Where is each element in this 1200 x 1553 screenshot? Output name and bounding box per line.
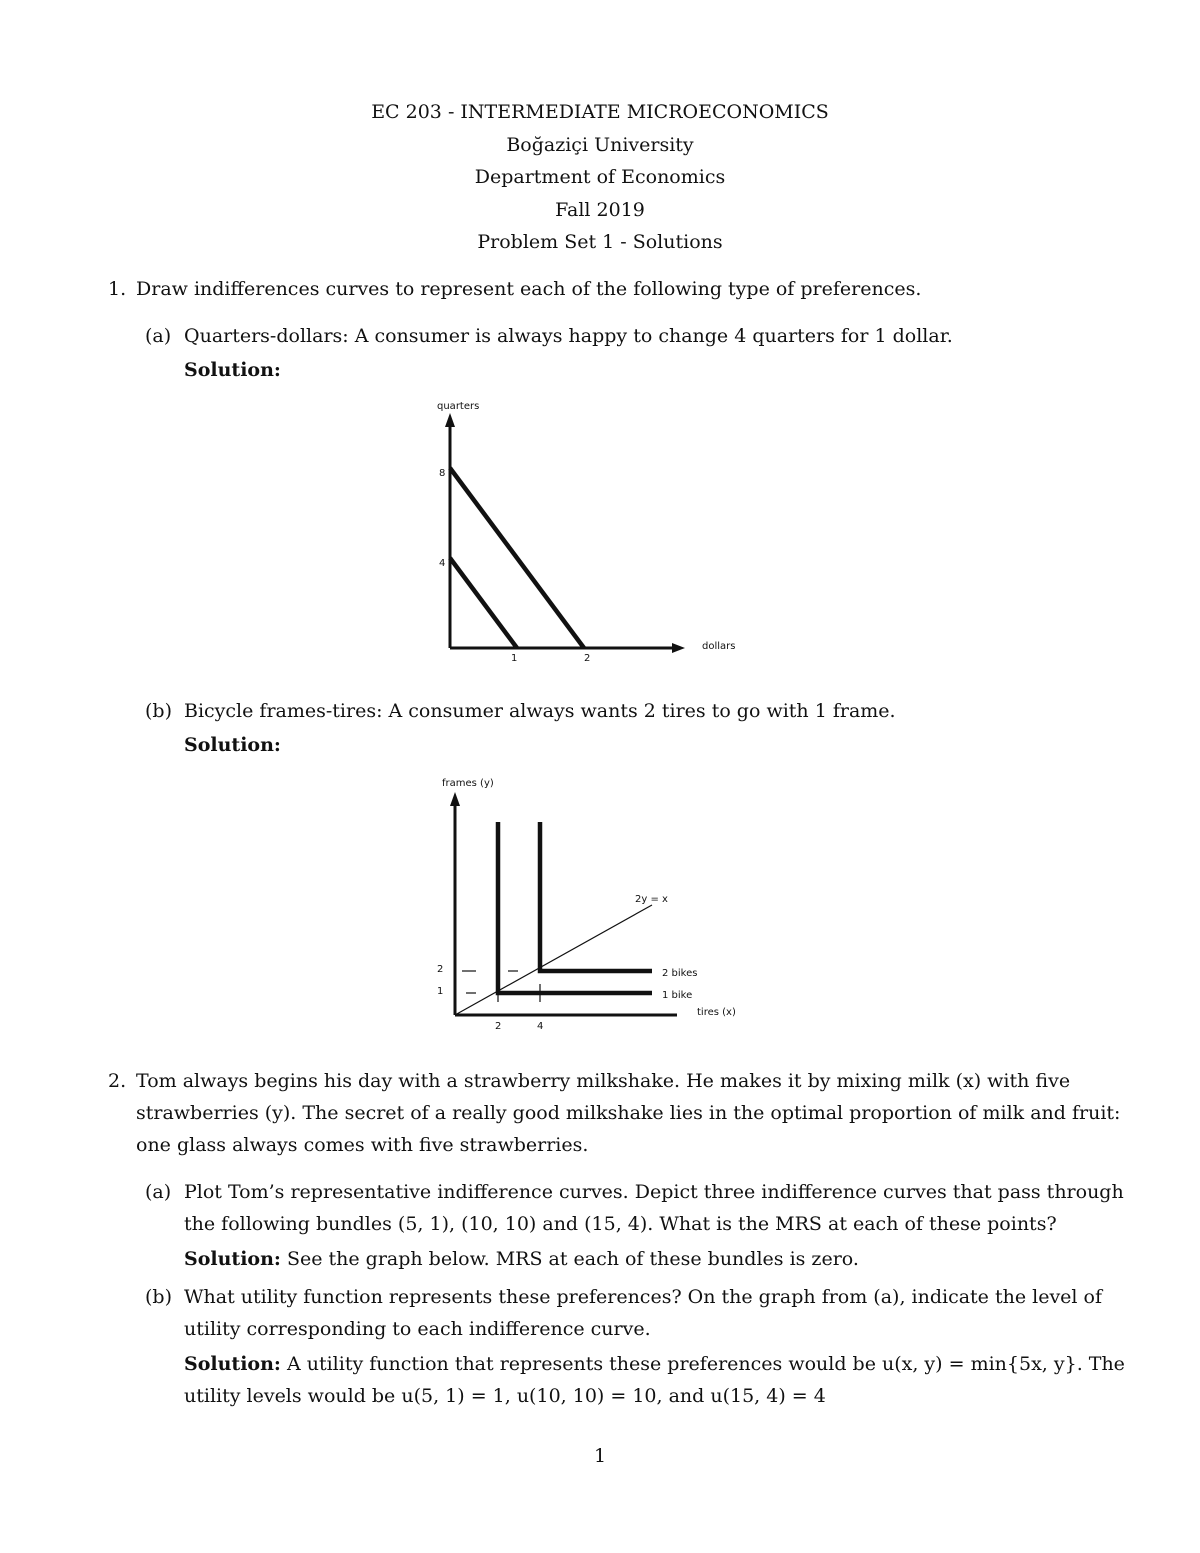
q2-line2: strawberries (y). The secret of a really good milkshake lies in the optimal proportion of milk and fruit: bbox=[136, 1102, 1121, 1124]
ray-label: 2y = x bbox=[635, 894, 668, 905]
q1-text: Draw indifferences curves to represent each of the following type of preferences. bbox=[136, 278, 922, 300]
department-name: Department of Economics bbox=[474, 166, 726, 188]
x-axis-label: tires (x) bbox=[697, 1007, 736, 1018]
label-1-bike: 1 bike bbox=[662, 990, 693, 1001]
x-tick-2: 2 bbox=[495, 1021, 502, 1032]
q2b-solution-line2: utility levels would be u(5, 1) = 1, u(10, 10) = 10, and u(15, 4) = 4 bbox=[184, 1385, 826, 1407]
ray-2y-equals-x bbox=[455, 905, 652, 1015]
y-axis-arrow bbox=[450, 792, 460, 806]
q1a-label: (a) bbox=[145, 325, 172, 347]
y-axis-label: frames (y) bbox=[442, 778, 494, 789]
problem-set-title: Problem Set 1 - Solutions bbox=[477, 231, 723, 253]
q1a-solution-label: Solution: bbox=[184, 359, 281, 381]
q1a-text: Quarters-dollars: A consumer is always happy to change 4 quarters for 1 dollar. bbox=[184, 325, 953, 347]
q2b-line2: utility corresponding to each indifference curve. bbox=[184, 1318, 651, 1340]
q2a-solution bbox=[184, 1243, 859, 1276]
x-tick-4: 4 bbox=[537, 1021, 544, 1032]
term: Fall 2019 bbox=[555, 198, 645, 221]
university-name: Boğaziçi University bbox=[506, 133, 694, 156]
q1-number: 1. bbox=[108, 278, 127, 300]
q2a-line1: Plot Tom’s representative indifference curves. Depict three indifference curves that pass through bbox=[184, 1181, 1124, 1203]
y-axis-arrow bbox=[445, 413, 455, 427]
q1b-label: (b) bbox=[145, 700, 172, 722]
q2-number: 2. bbox=[108, 1070, 127, 1092]
ic-low bbox=[450, 558, 517, 648]
label-2-bikes: 2 bikes bbox=[662, 968, 698, 979]
y-tick-8: 8 bbox=[439, 468, 446, 479]
q1b-text: Bicycle frames-tires: A consumer always wants 2 tires to go with 1 frame. bbox=[184, 700, 896, 722]
chart-frames-tires bbox=[420, 770, 780, 1040]
y-tick-2: 2 bbox=[437, 964, 444, 975]
page-number: 1 bbox=[593, 1445, 607, 1467]
ic-high bbox=[450, 468, 584, 648]
q2b-label: (b) bbox=[145, 1286, 172, 1308]
q2b-solution-line1: A utility function that represents these preferences would be u(x, y) = min{5x, y}. The bbox=[286, 1353, 1125, 1375]
q2b-line1: What utility function represents these preferences? On the graph from (a), indicate the level of bbox=[184, 1286, 1103, 1308]
q2a-solution-label: Solution: bbox=[184, 1248, 281, 1270]
q2a-label: (a) bbox=[145, 1181, 172, 1203]
y-axis-label: quarters bbox=[437, 401, 480, 412]
q2b-solution-label: Solution: bbox=[184, 1353, 281, 1375]
x-axis-label: dollars bbox=[702, 641, 736, 652]
q2b-solution-1 bbox=[184, 1348, 1125, 1381]
q2-line3: one glass always comes with five strawberries. bbox=[136, 1134, 589, 1156]
x-axis-arrow bbox=[672, 643, 685, 653]
q2-line1: Tom always begins his day with a strawberry milkshake. He makes it by mixing milk (x) with five bbox=[136, 1070, 1071, 1092]
q2a-line2: the following bundles (5, 1), (10, 10) and (15, 4). What is the MRS at each of these points? bbox=[184, 1213, 1057, 1235]
y-tick-1: 1 bbox=[437, 986, 444, 997]
ic-1-bike bbox=[498, 822, 652, 993]
course-title: EC 203 - INTERMEDIATE MICROECONOMICS bbox=[371, 101, 829, 123]
q2a-solution-text: See the graph below. MRS at each of these bundles is zero. bbox=[286, 1248, 859, 1270]
q1b-solution-label: Solution: bbox=[184, 734, 281, 756]
x-tick-2: 2 bbox=[584, 653, 591, 664]
title-block bbox=[0, 96, 1200, 259]
chart-quarters-dollars bbox=[400, 395, 760, 670]
y-tick-4: 4 bbox=[439, 558, 446, 569]
x-tick-1: 1 bbox=[511, 653, 518, 664]
